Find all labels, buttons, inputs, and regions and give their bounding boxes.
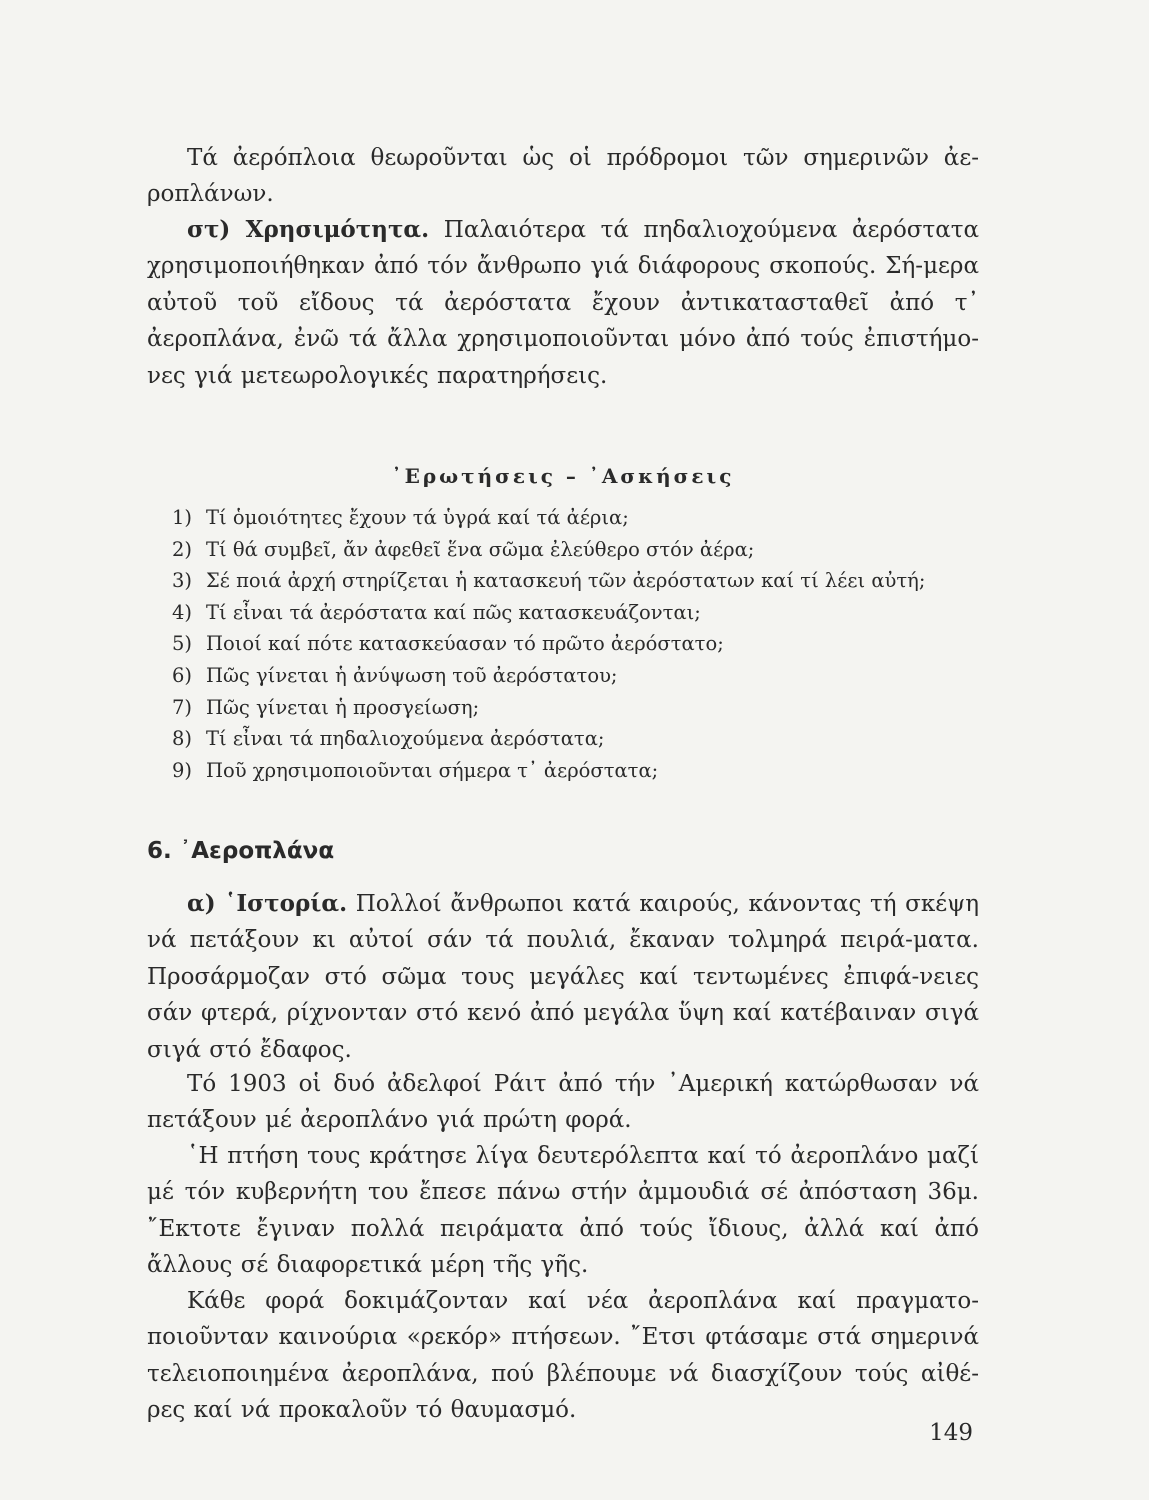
question-text: Πῶς γίνεται ἡ προσγείωση; [206, 695, 480, 719]
question-text: Ποιοί καί πότε κατασκεύασαν τό πρῶτο ἀερόστατο; [206, 632, 724, 656]
question-item [172, 565, 972, 597]
history-paragraph [147, 886, 979, 1068]
question-text: Τί ὁμοιότητες ἔχουν τά ὑγρά καί τά ἀέρια; [206, 506, 629, 529]
question-number: 9) [172, 758, 193, 782]
body-paragraph: Τό 1903 οἱ δυό ἀδελφοί Ράιτ ἀπό τήν ᾽Αμερική κατώρθωσαν νά πετάξουν μέ ἀεροπλάνο γιά πρώτη φορά. [147, 1071, 979, 1134]
question-item [172, 660, 972, 692]
section-heading: 6. ᾽Αεροπλάνα [147, 838, 335, 864]
history-text: Πολλοί ἄνθρωποι κατά καιρούς, κάνοντας τή σκέψη νά πετάξουν κι αὐτοί σάν τά πουλιά, ἔκαναν τολμηρά πειρά-ματα. Προσάρμοζαν στό σῶμα τους μεγάλες καί τεντωμένες ἐπιφά-νειες σάν φτερά, ρίχνονταν στό κενό ἀπό μεγάλα ὕψη καί κατέβαιναν σιγά σιγά στό ἔδαφος. [147, 891, 979, 1063]
question-number: 7) [172, 695, 193, 719]
question-item [172, 597, 972, 629]
question-text: Τί θά συμβεῖ, ἄν ἀφεθεῖ ἕνα σῶμα ἐλεύθερο στόν ἀέρα; [206, 537, 755, 561]
question-item [172, 534, 972, 566]
question-text: Πῶς γίνεται ἡ ἀνύψωση τοῦ ἀερόστατου; [206, 663, 618, 687]
page-number: 149 [929, 1420, 973, 1446]
question-number: 4) [172, 600, 193, 624]
usefulness-paragraph [147, 212, 979, 394]
history-label: α) ῾Ιστορία. [187, 890, 348, 917]
question-text: Ποῦ χρησιμοποιοῦνται σήμερα τ᾽ ἀερόστατα; [206, 758, 659, 782]
questions-list [172, 502, 972, 786]
usefulness-label: στ) Χρησιμότητα. [187, 216, 430, 243]
body-paragraph: ῾Η πτήση τους κράτησε λίγα δευτερόλεπτα καί τό ἀεροπλάνο μαζί μέ τόν κυβερνήτη του ἔπεσε πάνω στήν ἀμμουδιά σέ ἀπόσταση 36μ. ῎Εκτοτε ἔγιναν πολλά πειράματα ἀπό τούς ἴδιους, ἀλλά καί ἀπό ἄλλους σέ διαφορετικά μέρη τῆς γῆς. [147, 1143, 979, 1279]
question-text: Σέ ποιά ἀρχή στηρίζεται ἡ κατασκευή τῶν ἀερόστατων καί τί λέει αὐτή; [206, 569, 926, 593]
question-text: Τί εἶναι τά πηδαλιοχούμενα ἀερόστατα; [206, 727, 605, 751]
question-item [172, 692, 972, 724]
question-item [172, 502, 972, 534]
question-number: 2) [172, 537, 193, 561]
question-item [172, 755, 972, 787]
question-number: 3) [172, 569, 193, 593]
question-number: 8) [172, 727, 193, 751]
question-number: 5) [172, 632, 193, 656]
question-item [172, 628, 972, 660]
intro-text: Τά ἀερόπλοια θεωροῦνται ὡς οἱ πρόδρομοι τῶν σημερινῶν ἀε-ροπλάνων. [147, 145, 979, 208]
question-number: 1) [172, 506, 193, 529]
usefulness-text: Παλαιότερα τά πηδαλιοχούμενα ἀερόστατα χρησιμοποιήθηκαν ἀπό τόν ἄνθρωπο γιά διάφορους σκοπούς. Σή-μερα αὐτοῦ τοῦ εἴδους τά ἀερόστατα ἔχουν ἀντικατασταθεῖ ἀπό τ᾽ ἀεροπλάνα, ἐνῶ τά ἄλλα χρησιμοποιοῦνται μόνο ἀπό τούς ἐπιστήμο-νες γιά μετεωρολογικές παρατηρήσεις. [147, 217, 979, 389]
body-paragraph: Κάθε φορά δοκιμάζονταν καί νέα ἀεροπλάνα καί πραγματο-ποιοῦνταν καινούρια «ρεκόρ» πτήσεων. ῎Ετσι φτάσαμε στά σημερινά τελειοποιημένα ἀεροπλάνα, πού βλέπουμε νά διασχίζουν τούς αἰθέ-ρες καί νά προκαλοῦν τό θαυμασμό. [147, 1288, 979, 1424]
question-text: Τί εἶναι τά ἀερόστατα καί πῶς κατασκευάζονται; [206, 600, 701, 624]
intro-paragraph [147, 140, 979, 213]
exercises-title: ᾽Ερωτήσεις – ᾽Ασκήσεις [391, 464, 735, 488]
question-item [172, 723, 972, 755]
question-number: 6) [172, 663, 193, 687]
